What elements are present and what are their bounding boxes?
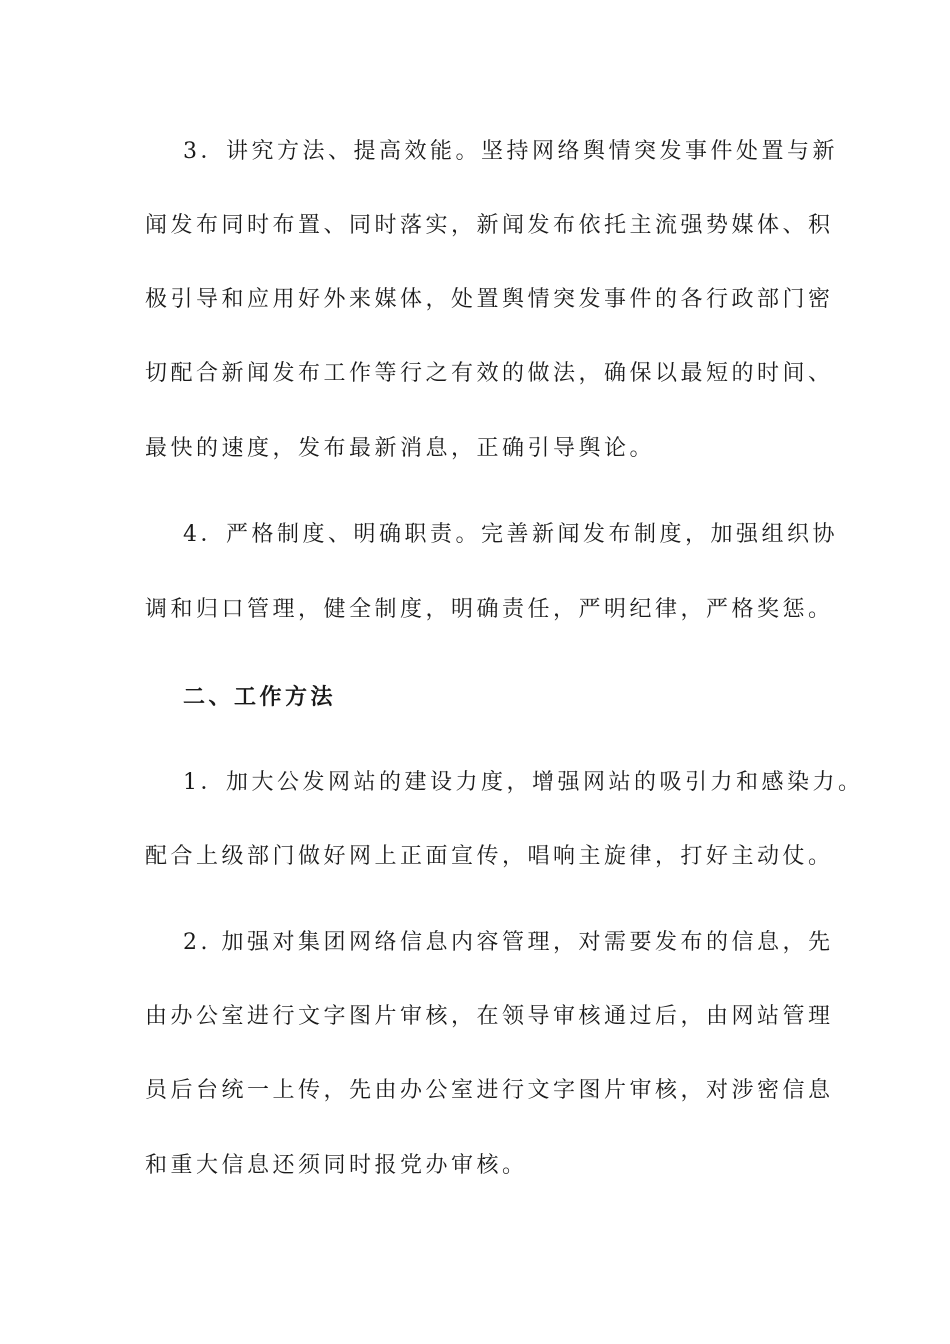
method-2-line-3: 员后台统一上传，先由办公室进行文字图片审核，对涉密信息 [145, 1078, 834, 1103]
paragraph-4-line-1: 4．严格制度、明确职责。完善新闻发布制度，加强组织协 [183, 522, 838, 547]
section-heading: 二、工作方法 [183, 684, 337, 710]
paragraph-3-line-2: 闻发布同时布置、同时落实，新闻发布依托主流强势媒体、积 [145, 213, 834, 238]
method-1-line-2: 配合上级部门做好网上正面宣传，唱响主旋律，打好主动仗。 [145, 844, 834, 869]
paragraph-3-line-4: 切配合新闻发布工作等行之有效的做法，确保以最短的时间、 [145, 361, 834, 386]
paragraph-3-line-3: 极引导和应用好外来媒体，处置舆情突发事件的各行政部门密 [145, 287, 834, 312]
paragraph-3-line-5: 最快的速度，发布最新消息，正确引导舆论。 [145, 436, 656, 461]
method-2-line-4: 和重大信息还须同时报党办审核。 [145, 1153, 528, 1178]
paragraph-3-line-1: 3．讲究方法、提高效能。坚持网络舆情突发事件处置与新 [183, 139, 838, 164]
method-1-line-1: 1．加大公发网站的建设力度，增强网站的吸引力和感染力。 [183, 770, 864, 795]
method-2-line-1: 2. 加强对集团网络信息内容管理，对需要发布的信息，先 [183, 930, 834, 955]
paragraph-4-line-2: 调和归口管理，健全制度，明确责任，严明纪律，严格奖惩。 [145, 597, 834, 622]
method-2-line-2: 由办公室进行文字图片审核，在领导审核通过后，由网站管理 [145, 1004, 834, 1029]
